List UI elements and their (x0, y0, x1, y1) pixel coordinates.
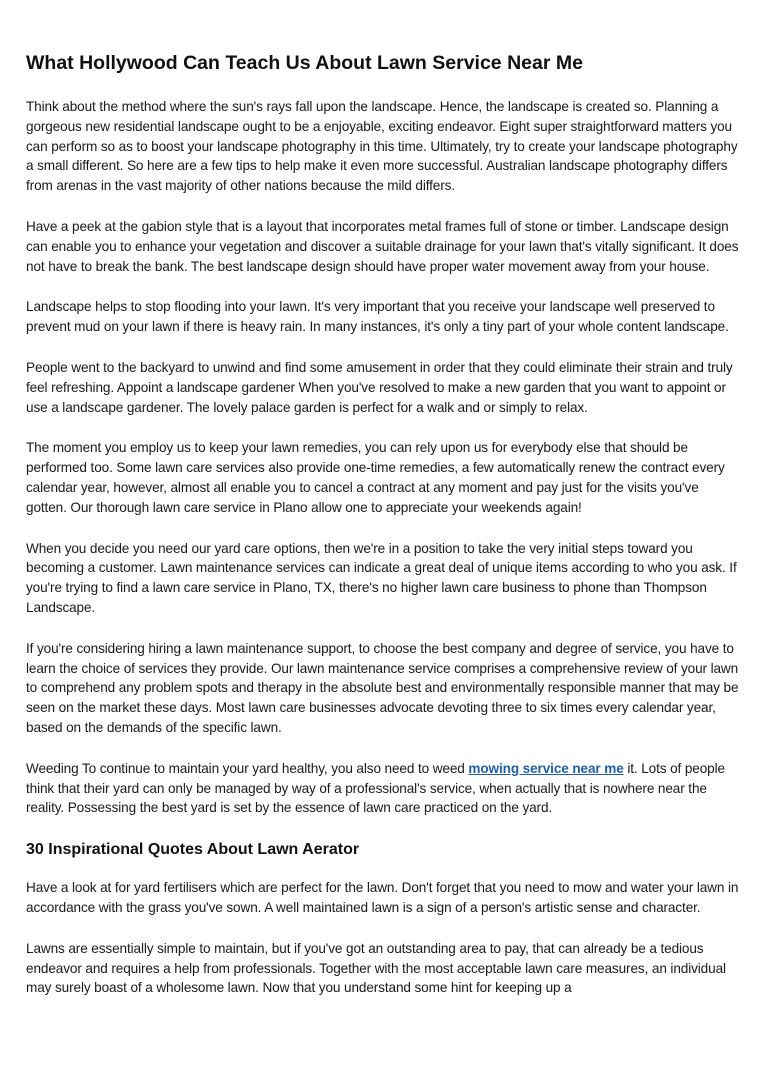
mowing-service-link[interactable]: mowing service near me (468, 760, 624, 776)
paragraph-4: People went to the backyard to unwind and find some amusement in order that they could eliminate their strain and truly feel refreshing. Appoint a landscape gardener When you've resolved to make a new garden that you want to appoint or use a landscape gardener. The lovely palace garden is perfect for a walk and or simply to relax. (26, 359, 733, 415)
paragraph-7: If you're considering hiring a lawn maintenance support, to choose the best company and degree of service, you have to learn the choice of services they provide. Our lawn maintenance service comprises a comprehensive review of your lawn to comprehend any problem spots and therapy in the absolute best and environmentally responsible manner that may be seen on the market these days. Most lawn care businesses advocate devoting three to six times every calendar year, based on the demands of the specific lawn. (26, 640, 739, 735)
section-heading: 30 Inspirational Quotes About Lawn Aerator (26, 841, 360, 859)
paragraph-10: Lawns are essentially simple to maintain, but if you've got an outstanding area to pay, that can already be a tedious endeavor and requires a help from professionals. Together with the most acceptable lawn care measures, an individual may surely boast of a wholesome lawn. Now that you understand some hint for keeping up a (26, 940, 726, 996)
paragraph-weeding (26, 759, 742, 818)
paragraph-3: Landscape helps to stop flooding into your lawn. It's very important that you receive your landscape well preserved to prevent mud on your lawn if there is heavy rain. In many instances, it's only a tiny part of your whole content landscape. (26, 299, 729, 335)
paragraph-6: When you decide you need our yard care options, then we're in a position to take the very initial steps toward you becoming a customer. Lawn maintenance services can indicate a great deal of unique items according to who you ask. If you're trying to find a lawn care service in Plano, TX, there's no higher lawn care business to phone than Thompson Landscape. (26, 540, 737, 615)
weeding-text-after: it. Lots of people think that their yard can only be managed by way of a professional's service, when actually that is nowhere near the reality. Possessing the best yard is set by the essence of lawn care practiced on the yard. (26, 760, 725, 816)
page-title: What Hollywood Can Teach Us About Lawn Service Near Me (26, 52, 583, 74)
paragraph-9: Have a look at for yard fertilisers which are perfect for the lawn. Don't forget that you need to mow and water your lawn in accordance with the grass you've sown. A well maintained lawn is a sign of a person's artistic sense and character. (26, 880, 739, 915)
paragraph-1: Think about the method where the sun's rays fall upon the landscape. Hence, the landscape is created so. Planning a gorgeous new residential landscape ought to be a enjoyable, exciting endeavor. Eight super straightforward matters you can perform so as to boost your landscape photography in this time. Ultimately, try to create your landscape photography a small different. So here are a few tips to help make it even more successful. Australian landscape photography differs from arenas in the vast majority of other nations because the mild differs. (26, 99, 738, 194)
paragraph-5: The moment you employ us to keep your lawn remedies, you can rely upon us for everybody else that should be performed too. Some lawn care services also provide one-time remedies, a few automatically renew the contract every calendar year, however, almost all enable you to cancel a contract at any moment and pay just for the visits you've gotten. Our thorough lawn care service in Plano allow one to appreciate your weekends again! (26, 440, 725, 515)
paragraph-2: Have a peek at the gabion style that is a layout that incorporates metal frames full of stone or timber. Landscape design can enable you to enhance your vegetation and discover a suitable drainage for your lawn that's vitally significant. It does not have to break the bank. The best landscape design should have proper water movement away from your house. (26, 218, 739, 274)
weeding-text-before: Weeding To continue to maintain your yard healthy, you also need to weed (26, 760, 469, 776)
